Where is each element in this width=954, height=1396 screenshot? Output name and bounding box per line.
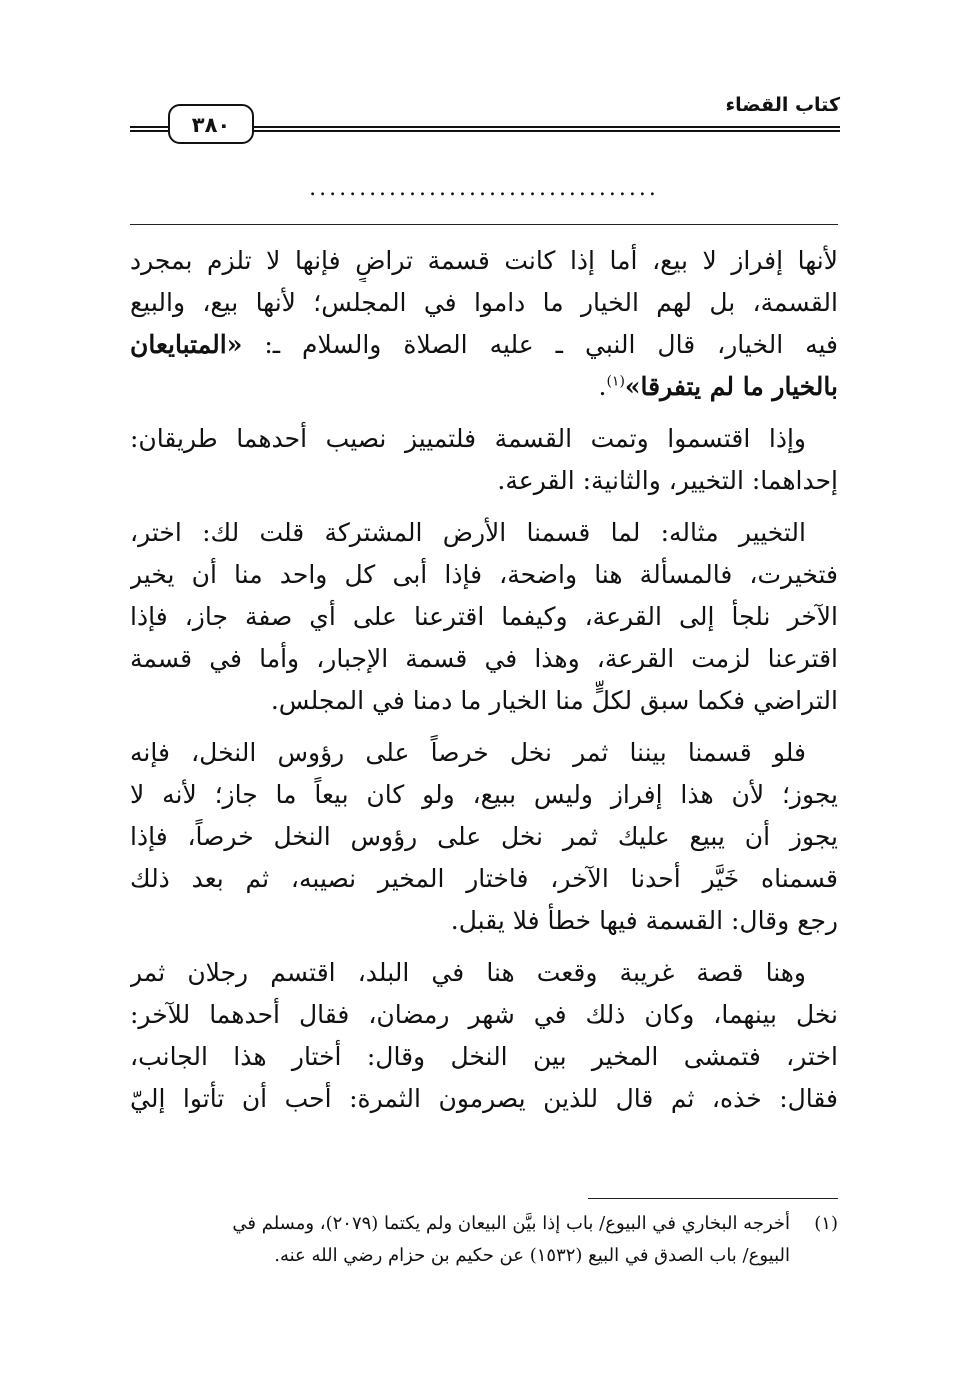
paragraph-2	[130, 418, 838, 502]
hadith-start: «المتبايعان	[130, 330, 243, 359]
page-header	[130, 92, 840, 152]
text-line: اختر، فتمشى المخير بين النخل وقال: أختار هذا الجانب،	[130, 1042, 838, 1071]
text-line: يجوز أن يبيع عليك ثمر نخل على رؤوس النخل خرصاً، فإذا	[130, 822, 838, 851]
main-text	[130, 240, 838, 1130]
text-line: وإذا اقتسموا وتمت القسمة فلتمييز نصيب أحدهما طريقان:	[130, 424, 806, 453]
paragraph-4	[130, 732, 838, 942]
text-line: نخل بينهما، وكان ذلك في شهر رمضان، فقال أحدهما للآخر:	[130, 1000, 838, 1029]
paragraph-3	[130, 512, 838, 722]
paragraph-5	[130, 952, 838, 1120]
separator-rule	[130, 224, 838, 225]
text-line: اقترعنا لزمت القرعة، وهذا في قسمة الإجبار، وأما في قسمة	[130, 644, 838, 673]
hadith-text: بالخيار ما لم يتفرقا»	[624, 372, 838, 401]
footnote-reference: (١)	[606, 373, 625, 390]
text-line: يجوز؛ لأن هذا إفراز وليس ببيع، ولو كان بيعاً ما جاز؛ لأنه لا	[130, 780, 838, 809]
running-title: كتاب القضاء	[725, 94, 840, 116]
text-line: فتخيرت، فالمسألة هنا واضحة، فإذا أبى كل واحد منا أن يخير	[130, 560, 838, 589]
footnote-line: البيوع/ باب الصدق في البيع (١٥٣٢) عن حكيم بن حزام رضي الله عنه.	[274, 1245, 790, 1266]
text-span: فيه الخيار، قال النبي ـ عليه الصلاة والسلام ـ:	[264, 330, 838, 359]
paragraph-1	[130, 240, 838, 408]
text-line	[130, 366, 838, 408]
footnote-number: (١)	[814, 1213, 838, 1234]
text-line: وهنا قصة غريبة وقعت هنا في البلد، اقتسم رجلان ثمر	[130, 958, 806, 987]
text-line: الآخر نلجأ إلى القرعة، وكيفما اقترعنا على أي صفة جاز، فإذا	[130, 602, 838, 631]
text-line: فلو قسمنا بيننا ثمر نخل خرصاً على رؤوس النخل، فإنه	[130, 738, 806, 767]
footnote-text: أخرجه البخاري في البيوع/ باب إذا بيَّن البيعان ولم يكتما (٢٠٧٩)، ومسلم في	[232, 1213, 790, 1234]
text-line: إحداهما: التخيير، والثانية: القرعة.	[497, 466, 838, 495]
text-line: رجع وقال: القسمة فيها خطأ فلا يقبل.	[450, 906, 838, 935]
text-line: القسمة، بل لهم الخيار ما داموا في المجلس؛ لأنها بيع، والبيع	[130, 288, 838, 317]
footnotes	[130, 1208, 838, 1272]
text-line: لأنها إفراز لا بيع، أما إذا كانت قسمة تراضٍ فإنها لا تلزم بمجرد	[130, 246, 838, 275]
text-line: قسمناه خَيَّر أحدنا الآخر، فاختار المخير نصيبه، ثم بعد ذلك	[130, 864, 838, 893]
dotted-separator: ...................................	[309, 176, 659, 201]
text-line: التخيير مثاله: لما قسمنا الأرض المشتركة قلت لك: اختر،	[130, 518, 806, 547]
text-line	[130, 324, 838, 366]
sentence-end: .	[598, 372, 607, 401]
page-number-box: ٣٨٠	[168, 104, 254, 144]
footnote-rule	[588, 1198, 838, 1199]
text-line: التراضي فكما سبق لكلٍّ منا الخيار ما دمنا في المجلس.	[270, 686, 838, 715]
text-line: فقال: خذه، ثم قال للذين يصرمون الثمرة: أحب أن تأتوا إليّ	[130, 1084, 838, 1113]
footnote-line	[130, 1208, 838, 1240]
